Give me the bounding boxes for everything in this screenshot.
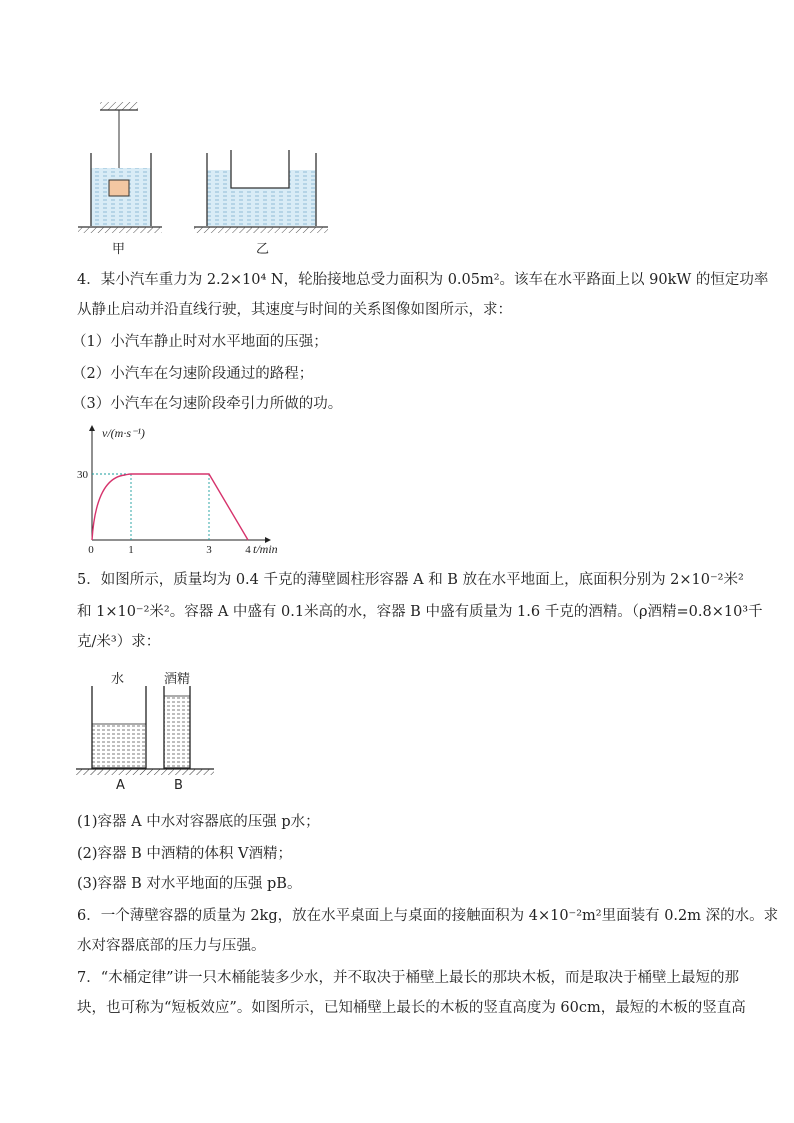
- label-yi: 乙: [256, 242, 270, 257]
- q5-sub1: (1)容器 A 中水对容器底的压强 p水；: [77, 814, 320, 830]
- label-alcohol: 酒精: [164, 672, 191, 687]
- q5-line1: 5．如图所示，质量均为 0.4 千克的薄壁圆柱形容器 A 和 B 放在水平地面上，底面积分别为 2×10⁻²米²: [77, 572, 744, 588]
- q4-sub3: （3）小汽车在匀速阶段牵引力所做的功。: [72, 396, 343, 412]
- ceiling: [100, 102, 138, 110]
- label-water: 水: [111, 672, 125, 687]
- y-tick-30: 30: [77, 469, 88, 481]
- label-b: B: [174, 778, 183, 793]
- water-a: [92, 724, 146, 768]
- label-jia: 甲: [112, 242, 126, 257]
- ground-yi: [194, 227, 328, 233]
- q5-sub3: (3)容器 B 对水平地面的压强 pB。: [77, 876, 302, 892]
- q5-line2: 和 1×10⁻²米²。容器 A 中盛有 0.1米高的水，容器 B 中盛有质量为 1.6 千克的酒精。（ρ酒精=0.8×10³千: [77, 604, 763, 620]
- q4-sub1: （1）小汽车静止时对水平地面的压强；: [72, 334, 328, 350]
- x-tick-0: 0: [88, 544, 94, 556]
- q7-line2: 块，也可称为“短板效应”。如图所示，已知桶壁上最长的木板的竖直高度为 60cm，最短的木板的竖直高: [77, 1000, 746, 1016]
- block: [109, 180, 129, 196]
- figure-containers-ab: [72, 680, 222, 780]
- velocity-curve: [92, 474, 248, 540]
- q6-line2: 水对容器底部的压力与压强。: [77, 938, 266, 954]
- x-tick-4: 4: [245, 544, 251, 556]
- q5-line3: 克/米³）求：: [77, 634, 161, 650]
- q4-sub2: （2）小汽车在匀速阶段通过的路程；: [72, 366, 314, 382]
- q5-sub2: (2)容器 B 中酒精的体积 V酒精；: [77, 846, 292, 862]
- figure-containers: [70, 98, 330, 258]
- x-tick-3: 3: [206, 544, 212, 556]
- q6-line1: 6．一个薄壁容器的质量为 2kg，放在水平桌面上与桌面的接触面积为 4×10⁻²m²里面装有 0.2m 深的水。求: [77, 908, 779, 924]
- q7-line1: 7．“木桶定律”讲一只木桶能装多少水，并不取决于桶壁上最长的那块木板，而是取决于桶壁上最短的那: [77, 970, 740, 986]
- chart-ylabel: v/(m·s⁻¹): [102, 426, 145, 440]
- ground-jia: [78, 227, 162, 233]
- label-a: A: [116, 778, 125, 793]
- q4-line1: 4．某小汽车重力为 2.2×10⁴ N，轮胎接地总受力面积为 0.05m²。该车在水平路面上以 90kW 的恒定功率: [77, 272, 769, 288]
- ground-ab: [76, 769, 214, 775]
- alcohol-b: [164, 696, 190, 768]
- q4-line2: 从静止启动并沿直线行驶，其速度与时间的关系图像如图所示，求：: [77, 302, 512, 318]
- velocity-time-chart: [70, 420, 290, 560]
- chart-xlabel: t/min: [253, 542, 278, 556]
- x-tick-1: 1: [128, 544, 134, 556]
